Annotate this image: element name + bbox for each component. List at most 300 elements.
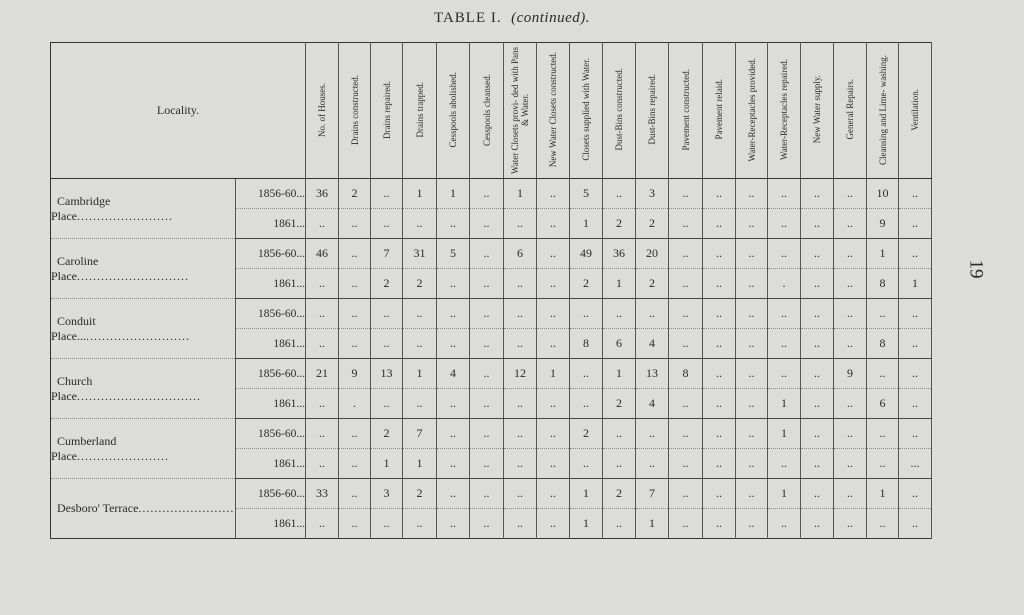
data-cell: .. xyxy=(504,419,537,449)
data-cell: .. xyxy=(306,269,339,299)
data-cell: 5 xyxy=(570,179,603,209)
data-cell: .. xyxy=(736,509,768,539)
data-cell: 1 xyxy=(603,359,636,389)
locality-cell xyxy=(51,299,236,359)
data-cell: .. xyxy=(636,419,669,449)
data-cell: 13 xyxy=(636,359,669,389)
title-continued: (continued). xyxy=(511,10,590,26)
data-cell: .. xyxy=(736,179,768,209)
locality-name: Conduit Place... xyxy=(51,313,96,343)
table-row xyxy=(51,479,932,509)
data-cell: .. xyxy=(867,449,899,479)
header-no-of-houses xyxy=(306,43,339,179)
data-cell: .. xyxy=(703,299,736,329)
header-label: Closets supplied with Water. xyxy=(581,58,591,161)
data-cell: .. xyxy=(703,239,736,269)
table-title xyxy=(0,10,1024,27)
data-cell: ... xyxy=(899,449,932,479)
period-cell: 1861... xyxy=(236,389,306,419)
data-cell: .. xyxy=(504,299,537,329)
data-cell: 31 xyxy=(403,239,437,269)
header-label: Water-Receptacles repaired. xyxy=(779,58,789,161)
data-cell: .. xyxy=(867,509,899,539)
data-cell: .. xyxy=(801,449,834,479)
data-cell: .. xyxy=(603,419,636,449)
data-cell: 2 xyxy=(371,419,403,449)
data-cell: .. xyxy=(899,359,932,389)
data-cell: 6 xyxy=(867,389,899,419)
data-cell: 8 xyxy=(669,359,703,389)
data-cell: .. xyxy=(703,449,736,479)
data-cell: .. xyxy=(504,269,537,299)
header-water-receptacles-repaired xyxy=(768,43,801,179)
data-cell: .. xyxy=(636,299,669,329)
header-new-water-supply xyxy=(801,43,834,179)
header-label: Drains constructed. xyxy=(349,74,360,145)
data-cell: .. xyxy=(768,179,801,209)
locality-cell xyxy=(51,179,236,239)
data-cell: .. xyxy=(669,239,703,269)
data-cell: .. xyxy=(504,329,537,359)
table-row xyxy=(51,299,932,329)
data-cell: .. xyxy=(306,449,339,479)
data-cell: .. xyxy=(437,269,470,299)
data-cell: .. xyxy=(470,299,504,329)
data-cell: .. xyxy=(834,209,867,239)
table-body xyxy=(51,179,932,539)
data-cell: 1 xyxy=(437,179,470,209)
data-cell: 1 xyxy=(867,239,899,269)
data-cell: .. xyxy=(371,329,403,359)
header-drains-trapped xyxy=(403,43,437,179)
dot-leader: ............................... xyxy=(77,388,201,403)
data-cell: .. xyxy=(570,359,603,389)
header-dust-bins-repaired xyxy=(636,43,669,179)
data-cell: .. xyxy=(899,299,932,329)
header-label: General Repairs. xyxy=(845,79,855,140)
data-cell: .. xyxy=(339,239,371,269)
data-cell: .. xyxy=(801,389,834,419)
data-cell: .. xyxy=(899,239,932,269)
period-cell: 1861... xyxy=(236,329,306,359)
table-row xyxy=(51,179,932,209)
data-cell: .. xyxy=(470,179,504,209)
header-drains-repaired xyxy=(371,43,403,179)
data-cell: .. xyxy=(470,479,504,509)
data-cell: .. xyxy=(703,209,736,239)
data-cell: .. xyxy=(570,449,603,479)
data-cell: .. xyxy=(470,239,504,269)
data-cell: .. xyxy=(736,329,768,359)
sanitary-works-table xyxy=(50,42,932,539)
data-cell: 36 xyxy=(306,179,339,209)
data-cell: .. xyxy=(899,209,932,239)
period-cell: 1856-60... xyxy=(236,239,306,269)
header-closets-supplied xyxy=(570,43,603,179)
table-row xyxy=(51,239,932,269)
period-cell: 1861... xyxy=(236,209,306,239)
data-cell: .. xyxy=(768,359,801,389)
data-cell: 6 xyxy=(603,329,636,359)
title-main: TABLE I. xyxy=(433,10,502,26)
data-cell: 2 xyxy=(570,269,603,299)
data-cell: .. xyxy=(768,209,801,239)
data-cell: .. xyxy=(703,359,736,389)
data-cell: .. xyxy=(801,479,834,509)
locality-name: Cumberland Place xyxy=(51,433,117,463)
data-cell: .. xyxy=(867,299,899,329)
data-cell: .. xyxy=(470,419,504,449)
data-cell: .. xyxy=(669,179,703,209)
locality-cell xyxy=(51,359,236,419)
data-cell: .. xyxy=(470,209,504,239)
header-label: No. of Houses. xyxy=(317,82,327,137)
data-cell: .. xyxy=(403,209,437,239)
header-water-receptacles-provided xyxy=(736,43,768,179)
data-cell: .. xyxy=(603,509,636,539)
data-cell: .. xyxy=(371,179,403,209)
data-cell: .. xyxy=(603,299,636,329)
header-label: Cesspools abolished. xyxy=(448,71,458,148)
data-cell: 7 xyxy=(636,479,669,509)
data-cell: .. xyxy=(834,299,867,329)
data-cell: 1 xyxy=(371,449,403,479)
dot-leader: ............................ xyxy=(77,268,189,283)
data-cell: .. xyxy=(669,389,703,419)
data-cell: .. xyxy=(801,269,834,299)
data-cell: .. xyxy=(768,239,801,269)
data-cell: .. xyxy=(736,269,768,299)
data-cell: 1 xyxy=(537,359,570,389)
locality-cell xyxy=(51,419,236,479)
data-cell: .. xyxy=(736,419,768,449)
data-cell: 46 xyxy=(306,239,339,269)
data-cell: 6 xyxy=(504,239,537,269)
data-cell: .. xyxy=(899,179,932,209)
period-cell: 1856-60... xyxy=(236,419,306,449)
data-cell: .. xyxy=(736,239,768,269)
header-label: Ventilation. xyxy=(910,88,920,131)
data-cell: .. xyxy=(537,299,570,329)
data-cell: .. xyxy=(703,179,736,209)
data-cell: 1 xyxy=(570,209,603,239)
data-cell: .. xyxy=(504,479,537,509)
data-cell: .. xyxy=(403,509,437,539)
data-cell: .. xyxy=(537,269,570,299)
locality-cell xyxy=(51,479,236,539)
table-row xyxy=(51,419,932,449)
data-cell: .. xyxy=(504,389,537,419)
data-cell: 10 xyxy=(867,179,899,209)
data-cell: 3 xyxy=(371,479,403,509)
data-cell: .. xyxy=(437,299,470,329)
data-cell: 2 xyxy=(636,269,669,299)
data-cell: 7 xyxy=(403,419,437,449)
data-cell: .. xyxy=(636,449,669,479)
data-cell: .. xyxy=(801,359,834,389)
data-cell: 2 xyxy=(403,479,437,509)
data-cell: 13 xyxy=(371,359,403,389)
data-cell: .. xyxy=(306,329,339,359)
header-label: Cesspools cleansed. xyxy=(481,73,492,146)
data-cell: .. xyxy=(470,449,504,479)
data-cell: .. xyxy=(669,479,703,509)
data-cell: .. xyxy=(768,449,801,479)
period-cell: 1856-60... xyxy=(236,359,306,389)
data-cell: .. xyxy=(801,209,834,239)
data-cell: .. xyxy=(736,209,768,239)
data-cell: .. xyxy=(703,329,736,359)
data-cell: 1 xyxy=(570,509,603,539)
data-cell: .. xyxy=(768,509,801,539)
data-cell: .. xyxy=(537,329,570,359)
data-cell: 3 xyxy=(636,179,669,209)
locality-name: Church Place xyxy=(51,373,93,403)
data-cell: .. xyxy=(403,389,437,419)
data-cell: 5 xyxy=(437,239,470,269)
data-cell: 2 xyxy=(371,269,403,299)
data-cell: .. xyxy=(834,269,867,299)
data-cell: 9 xyxy=(867,209,899,239)
data-cell: .. xyxy=(899,509,932,539)
data-cell: .. xyxy=(339,509,371,539)
data-cell: .. xyxy=(537,179,570,209)
data-cell: .. xyxy=(834,509,867,539)
data-cell: 2 xyxy=(636,209,669,239)
header-pavement-constructed xyxy=(669,43,703,179)
header-water-closets-provided xyxy=(504,43,537,179)
data-cell: .. xyxy=(537,239,570,269)
data-cell: 1 xyxy=(636,509,669,539)
data-cell: . xyxy=(339,389,371,419)
data-cell: .. xyxy=(801,419,834,449)
data-cell: 1 xyxy=(504,179,537,209)
data-cell: .. xyxy=(306,419,339,449)
data-cell: 1 xyxy=(603,269,636,299)
data-cell: . xyxy=(768,269,801,299)
data-cell: 7 xyxy=(371,239,403,269)
period-cell: 1856-60... xyxy=(236,299,306,329)
data-cell: .. xyxy=(669,269,703,299)
data-cell: .. xyxy=(371,389,403,419)
header-label: Water Closets provi- ded with Pans & Water. xyxy=(510,46,530,174)
data-cell: .. xyxy=(339,269,371,299)
data-cell: .. xyxy=(899,329,932,359)
dot-leader: ....................... xyxy=(77,448,169,463)
data-cell: .. xyxy=(703,389,736,419)
header-cleansing-limewashing xyxy=(867,43,899,179)
data-cell: .. xyxy=(669,509,703,539)
data-cell: .. xyxy=(339,209,371,239)
data-cell: .. xyxy=(470,389,504,419)
data-cell: .. xyxy=(371,299,403,329)
data-cell: .. xyxy=(306,509,339,539)
data-cell: .. xyxy=(306,299,339,329)
data-cell: 1 xyxy=(403,179,437,209)
data-cell: .. xyxy=(703,269,736,299)
data-cell: 9 xyxy=(339,359,371,389)
data-cell: .. xyxy=(470,359,504,389)
data-cell: .. xyxy=(736,299,768,329)
header-label: Pavement relaid. xyxy=(714,79,724,140)
data-cell: .. xyxy=(570,389,603,419)
header-cesspools-abolished xyxy=(437,43,470,179)
data-cell: 1 xyxy=(867,479,899,509)
data-cell: .. xyxy=(669,209,703,239)
data-cell: .. xyxy=(339,419,371,449)
data-cell: 2 xyxy=(603,209,636,239)
data-cell: .. xyxy=(371,209,403,239)
data-cell: .. xyxy=(537,419,570,449)
period-cell: 1856-60... xyxy=(236,179,306,209)
data-cell: 21 xyxy=(306,359,339,389)
data-cell: .. xyxy=(736,479,768,509)
data-cell: 49 xyxy=(570,239,603,269)
data-cell: .. xyxy=(703,509,736,539)
data-cell: .. xyxy=(834,239,867,269)
header-pavement-relaid xyxy=(703,43,736,179)
data-cell: .. xyxy=(537,209,570,239)
data-cell: 1 xyxy=(768,419,801,449)
data-cell: .. xyxy=(899,419,932,449)
period-cell: 1861... xyxy=(236,509,306,539)
data-cell: .. xyxy=(403,299,437,329)
data-cell: .. xyxy=(669,329,703,359)
data-cell: .. xyxy=(306,389,339,419)
header-dust-bins-constructed xyxy=(603,43,636,179)
data-cell: .. xyxy=(437,419,470,449)
header-label: Drains trapped. xyxy=(414,81,425,138)
data-cell: .. xyxy=(470,509,504,539)
header-label: New Water Closets constructed. xyxy=(548,51,558,168)
data-cell: .. xyxy=(437,389,470,419)
data-cell: .. xyxy=(834,179,867,209)
data-cell: .. xyxy=(339,449,371,479)
header-label: New Water supply. xyxy=(812,75,822,144)
data-cell: 9 xyxy=(834,359,867,389)
header-label: Cleansing and Lime- washing. xyxy=(877,54,888,165)
data-cell: 20 xyxy=(636,239,669,269)
data-cell: 1 xyxy=(403,359,437,389)
data-cell: .. xyxy=(736,449,768,479)
locality-cell xyxy=(51,239,236,299)
data-cell: 8 xyxy=(867,269,899,299)
data-cell: 2 xyxy=(570,419,603,449)
data-cell: 4 xyxy=(636,329,669,359)
header-label: Dust-Bins constructed. xyxy=(614,68,624,151)
data-cell: .. xyxy=(537,479,570,509)
header-row xyxy=(51,43,932,179)
data-cell: 4 xyxy=(636,389,669,419)
data-cell: .. xyxy=(703,419,736,449)
data-cell: 36 xyxy=(603,239,636,269)
data-cell: .. xyxy=(437,509,470,539)
locality-name: Caroline Place xyxy=(51,253,99,283)
data-cell: 33 xyxy=(306,479,339,509)
header-label: Drains repaired. xyxy=(381,80,392,139)
data-cell: .. xyxy=(339,479,371,509)
data-cell: .. xyxy=(801,509,834,539)
data-cell: 8 xyxy=(867,329,899,359)
data-cell: .. xyxy=(834,419,867,449)
data-cell: 1 xyxy=(768,389,801,419)
header-locality: Locality. xyxy=(51,43,306,179)
data-cell: 1 xyxy=(768,479,801,509)
table-row xyxy=(51,359,932,389)
data-cell: .. xyxy=(801,179,834,209)
data-cell: .. xyxy=(768,299,801,329)
data-cell: .. xyxy=(537,389,570,419)
data-cell: .. xyxy=(669,449,703,479)
data-cell: .. xyxy=(603,179,636,209)
data-cell: .. xyxy=(801,299,834,329)
data-cell: .. xyxy=(899,479,932,509)
data-cell: .. xyxy=(504,509,537,539)
header-label: Water-Receptacles provided. xyxy=(746,57,757,162)
header-drains-constructed xyxy=(339,43,371,179)
data-cell: .. xyxy=(736,389,768,419)
data-cell: .. xyxy=(669,419,703,449)
data-cell: 1 xyxy=(570,479,603,509)
header-ventilation xyxy=(899,43,932,179)
data-cell: .. xyxy=(470,269,504,299)
data-cell: .. xyxy=(403,329,437,359)
data-cell: 4 xyxy=(437,359,470,389)
data-cell: 1 xyxy=(403,449,437,479)
locality-name: Desboro' Terrace xyxy=(57,501,139,515)
period-cell: 1856-60... xyxy=(236,479,306,509)
data-cell: 2 xyxy=(603,479,636,509)
data-cell: 8 xyxy=(570,329,603,359)
data-cell: .. xyxy=(537,509,570,539)
data-cell: .. xyxy=(834,329,867,359)
header-new-water-closets xyxy=(537,43,570,179)
data-cell: .. xyxy=(437,209,470,239)
data-cell: .. xyxy=(504,449,537,479)
data-cell: .. xyxy=(339,299,371,329)
data-cell: .. xyxy=(703,479,736,509)
data-cell: .. xyxy=(801,239,834,269)
data-cell: 1 xyxy=(899,269,932,299)
data-cell: .. xyxy=(570,299,603,329)
data-cell: 12 xyxy=(504,359,537,389)
data-cell: .. xyxy=(504,209,537,239)
data-cell: .. xyxy=(834,479,867,509)
data-cell: .. xyxy=(306,209,339,239)
period-cell: 1861... xyxy=(236,269,306,299)
data-cell: .. xyxy=(834,449,867,479)
data-cell: .. xyxy=(371,509,403,539)
data-cell: .. xyxy=(834,389,867,419)
data-cell: .. xyxy=(437,449,470,479)
data-cell: .. xyxy=(537,449,570,479)
dot-leader: ........................ xyxy=(77,208,173,223)
period-cell: 1861... xyxy=(236,449,306,479)
data-cell: .. xyxy=(437,479,470,509)
header-cesspools-cleansed xyxy=(470,43,504,179)
page-number: 19 xyxy=(965,259,987,279)
dot-leader: .......................... xyxy=(86,328,190,343)
data-cell: .. xyxy=(736,359,768,389)
data-cell: .. xyxy=(470,329,504,359)
locality-name: Cambridge Place xyxy=(51,193,111,223)
data-cell: .. xyxy=(867,359,899,389)
data-cell: 2 xyxy=(603,389,636,419)
data-cell: .. xyxy=(867,419,899,449)
data-cell: .. xyxy=(603,449,636,479)
data-cell: 2 xyxy=(339,179,371,209)
data-cell: 2 xyxy=(403,269,437,299)
